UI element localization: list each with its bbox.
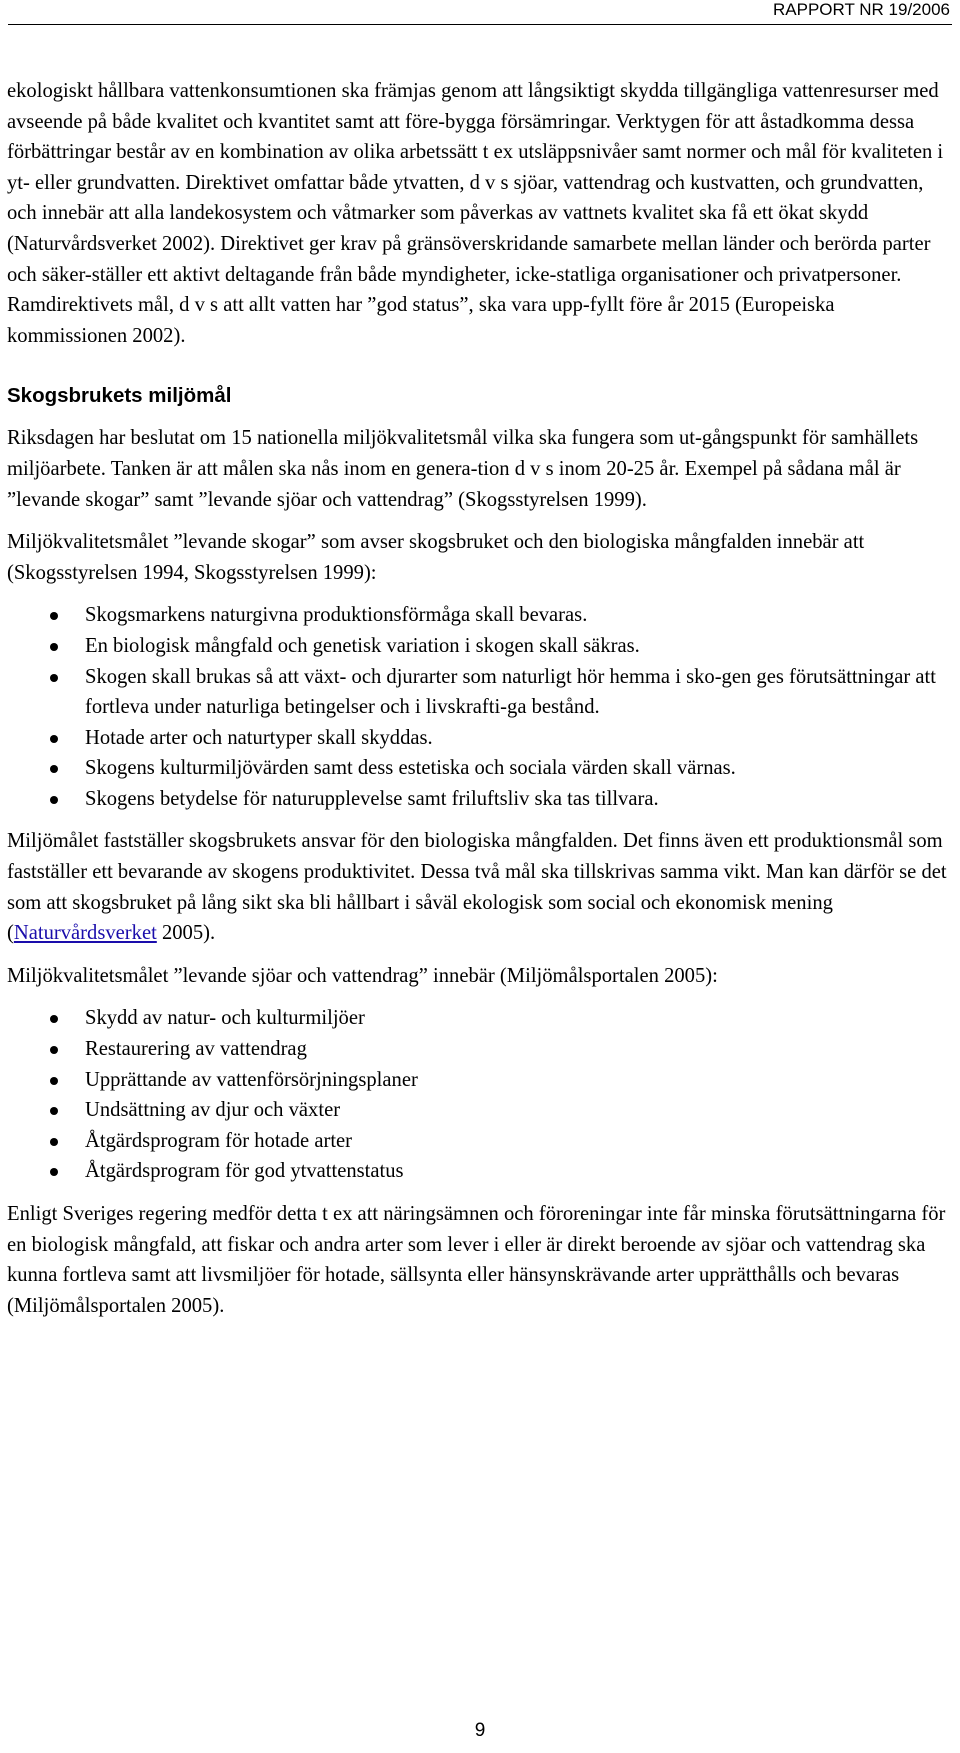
paragraph-national-goals: Riksdagen har beslutat om 15 nationella miljökvalitetsmål vilka ska fungera som ut-gångspunkt för samhällets miljöarbete. Tanken är att målen ska nås inom en genera-tion d v s inom 20-25 år. Exempel på sådana mål är ”levande skogar” samt ”levande sjöar och vattendrag” (Skogsstyrelsen 1999).: [7, 427, 919, 511]
list-item: Skogens betydelse för naturupplevelse samt friluftsliv ska tas tillvara.: [7, 784, 953, 815]
paragraph-water-directive: ekologiskt hållbara vattenkonsumtionen ska främjas genom att långsiktigt skydda tillgängliga vattenresurser med avseende på både kvalitet och kvantitet samt att före-bygga försämringar. Verktygen för att åstadkomma dessa förbättringar består av en kombination av olika arbetssätt t ex utsläppsnivåer samt normer och mål för kvaliteten i yt- eller grundvatten. Direktivet omfattar både ytvatten, d v s sjöar, vattendrag och kustvatten, och grundvatten, och innebär att alla landekosystem och våtmarker som påverkas av vattnets kvalitet ska få ett ökat skydd (Naturvårdsverket 2002). Direktivet ger krav på gränsöverskridande samarbete mellan länder och berörda parter och säker-ställer ett aktivt deltagande från både myndigheter, icke-statliga organisationer och privatpersoner. Ramdirektivets mål, d v s att allt vatten har ”god status”, ska vara upp-fyllt före år 2015 (Europeiska kommissionen 2002).: [7, 80, 944, 347]
list-item: Hotade arter och naturtyper skall skyddas.: [7, 723, 953, 754]
list-item: Skogsmarkens naturgivna produktionsförmåga skall bevaras.: [7, 600, 953, 631]
bullet-icon: [50, 796, 58, 804]
document-body: [7, 76, 953, 1333]
bullet-icon: [50, 765, 58, 773]
paragraph-government: Enligt Sveriges regering medför detta t ex att näringsämnen och föroreningar inte får minska förutsättningarna för en biologisk mångfald, att fiskar och andra arter som lever i eller är direkt beroende av sjöar och vattendrag ska kunna fortleva samt att livsmiljöer för hotade, sällsynta eller hänsynskrävande arter upprätthålls och bevaras (Miljömålsportalen 2005).: [7, 1203, 946, 1317]
bullet-icon: [50, 674, 58, 682]
bullet-icon: [50, 1107, 58, 1115]
list-item: Skogen skall brukas så att växt- och djurarter som naturligt hör hemma i sko-gen ges förutsättningar att fortleva under naturliga betingelser och i livskrafti-ga bestånd.: [7, 662, 953, 723]
list-item: Åtgärdsprogram för hotade arter: [7, 1126, 953, 1157]
forest-goals-list: [7, 600, 953, 814]
list-item: Skogens kulturmiljövärden samt dess estetiska och sociala värden skall värnas.: [7, 753, 953, 784]
paragraph-lakes-goal: Miljökvalitetsmålet ”levande sjöar och vattendrag” innebär (Miljömålsportalen 2005):: [7, 964, 718, 987]
section-heading: Skogsbrukets miljömål: [7, 384, 232, 408]
bullet-icon: [50, 1138, 58, 1146]
page-number: 9: [474, 1720, 486, 1741]
naturvardsverket-link[interactable]: Naturvårdsverket: [13, 922, 157, 945]
bullet-icon: [50, 735, 58, 743]
bullet-icon: [50, 1077, 58, 1085]
bullet-icon: [50, 1168, 58, 1176]
lakes-goals-list: [7, 1003, 953, 1187]
bullet-icon: [50, 1046, 58, 1054]
list-item: Åtgärdsprogram för god ytvattenstatus: [7, 1156, 953, 1187]
paragraph-environmental-goal: Miljömålet fastställer skogsbrukets ansvar för den biologiska mångfalden. Det finns även ett produktionsmål som fastställer ett bevarande av skogens produktivitet. Dessa två mål ska tillskrivas samma vikt. Man kan därför se det som att skogsbruket på lång sikt ska bli hållbart i såväl ekologisk som social och ekonomisk mening (Naturvårdsverket 2005).: [7, 830, 947, 945]
page-header: [8, 0, 952, 25]
list-item: En biologisk mångfald och genetisk variation i skogen skall säkras.: [7, 631, 953, 662]
report-number: RAPPORT NR 19/2006: [772, 0, 950, 19]
paragraph-living-forests: Miljökvalitetsmålet ”levande skogar” som avser skogsbruket och den biologiska mångfalden innebär att (Skogsstyrelsen 1994, Skogsstyrelsen 1999):: [7, 531, 865, 584]
list-item: Restaurering av vattendrag: [7, 1034, 953, 1065]
list-item: Undsättning av djur och växter: [7, 1095, 953, 1126]
list-item: Upprättande av vattenförsörjningsplaner: [7, 1065, 953, 1096]
bullet-icon: [50, 643, 58, 651]
bullet-icon: [50, 612, 58, 620]
bullet-icon: [50, 1015, 58, 1023]
list-item: Skydd av natur- och kulturmiljöer: [7, 1003, 953, 1034]
